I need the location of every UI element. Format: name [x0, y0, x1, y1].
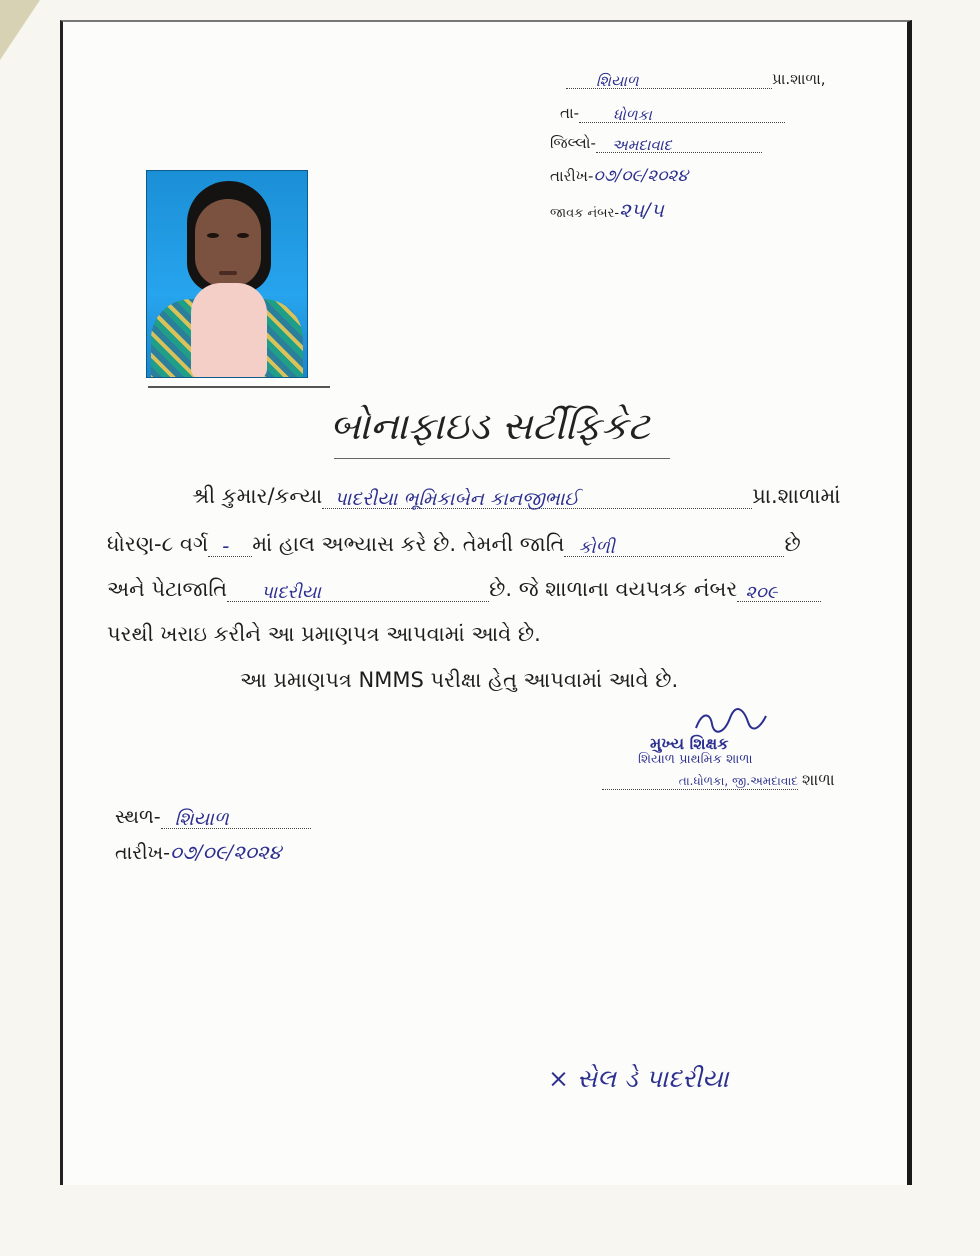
line3-prefix: અને પેટાજાતિ [107, 577, 228, 601]
register-number-value: ૨૦૯ [745, 582, 778, 603]
line2-prefix: ધોરણ-૮ વર્ગ [107, 532, 209, 556]
page-fold-corner [0, 0, 40, 60]
line1-suffix: પ્રા.શાળામાં [752, 484, 841, 508]
header-school-value: શિયાળ [596, 72, 639, 90]
footer-date-line [115, 840, 281, 864]
line2-middle: માં હાલ અભ્યાસ કરે છે. તેમની જાતિ [252, 532, 565, 556]
body-line-3 [107, 577, 821, 602]
header-outward-value: ૨૫/૫ [619, 198, 664, 222]
body-line-1 [192, 484, 841, 509]
header-date-value: ૦૭/૦૯/૨૦૨૪ [593, 166, 688, 186]
student-name-value: પાદરીયા ભૂમિકાબેન કાનજીભાઈ [334, 488, 580, 510]
header-school-line [566, 70, 826, 89]
signature-role: મુખ્ય શિક્ષક [650, 734, 729, 753]
header-district-value: અમદાવાદ [611, 136, 672, 154]
body-line-5: આ પ્રમાણપત્ર NMMS પરીક્ષા હેતુ આપવામાં આવે છે. [240, 668, 679, 692]
header-school-suffix: પ્રા.શાળા, [772, 70, 826, 88]
header-district-label: જિલ્લો- [550, 134, 596, 152]
footer-place-line [115, 806, 311, 829]
footer-place-value: શિયાળ [174, 808, 229, 830]
bottom-handwritten-note: × સેલ ડે પાદરીયા [548, 1064, 729, 1093]
signature-suffix: શાળા [802, 770, 835, 789]
line3-middle: છે. જે શાળાના વયપત્રક નંબર [489, 577, 738, 601]
title-underline [334, 458, 670, 459]
line1-prefix: શ્રી કુમાર/કન્યા [192, 484, 323, 508]
subcaste-value: પાદરીયા [261, 582, 321, 603]
header-taluka-label: તા- [560, 104, 580, 122]
class-value: - [222, 534, 230, 558]
footer-place-label: સ્થળ- [115, 806, 161, 828]
header-date-label: તારીખ- [550, 167, 594, 185]
body-line-4: પરથી ખરાઇ કરીને આ પ્રમાણપત્ર આપવામાં આવે છે. [107, 622, 541, 646]
signature-school: શિયાળ પ્રાથમિક શાળા [638, 752, 753, 767]
line2-suffix: છે [784, 532, 801, 556]
certificate-title: બોનાફાઇડ સર્ટીફિકેટ [330, 404, 650, 448]
header-outward-line [550, 198, 664, 222]
header-taluka-line [560, 104, 785, 123]
footer-date-value: ૦૭/૦૯/૨૦૨૪ [169, 840, 282, 864]
caste-value: કોળી [578, 537, 615, 558]
header-outward-label: જાવક નંબર- [550, 206, 620, 221]
header-taluka-value: ધોળકા [613, 106, 652, 124]
header-date-line [550, 166, 688, 186]
body-line-2 [107, 532, 801, 557]
header-district-line [550, 134, 762, 153]
footer-date-label: તારીખ- [115, 842, 170, 864]
photo-underline [148, 386, 330, 388]
student-photo [146, 170, 308, 378]
signature-location: તા.ધોળકા, જી.અમદાવાદ [602, 774, 798, 790]
